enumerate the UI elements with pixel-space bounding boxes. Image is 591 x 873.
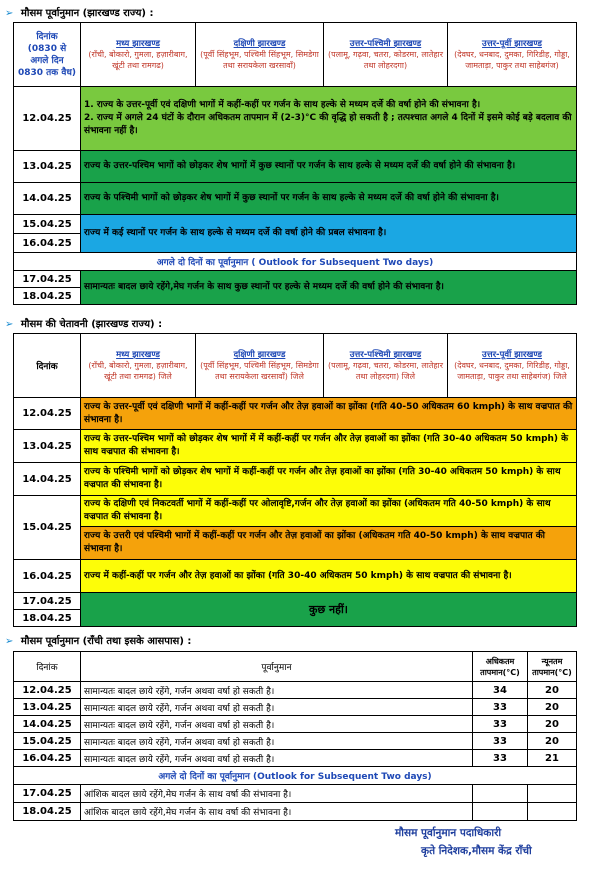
row-date: 18.04.25 <box>14 803 81 821</box>
warning-date: 17.04.25 <box>14 593 81 610</box>
outlook-text: सामान्यतः बादल छाये रहेंगे,मेघ गर्जन के साथ कुछ स्थानों पर हल्के से मध्यम दर्जे की वर्षा होने की संभावना है। <box>81 271 577 305</box>
row-forecast: सामान्यतः बादल छाये रहेंगे, गर्जन अथवा वर्षा हो सकती है। <box>81 716 473 733</box>
warning-date: 18.04.25 <box>14 610 81 627</box>
row-min: 20 <box>528 682 577 699</box>
forecast-row <box>14 215 577 234</box>
region-name: उत्तर-पूर्वी झारखण्ड <box>482 350 542 360</box>
date-header <box>14 23 81 87</box>
row-date: 13.04.25 <box>14 699 81 716</box>
region-central <box>81 23 196 87</box>
region-districts: (पूर्वी सिंहभूम, पश्चिमी सिंहभूम, सिमडेगा तथा सरायकेला खरसावाँ) जिले <box>200 361 319 381</box>
forecast-row <box>14 183 577 215</box>
row-date: 15.04.25 <box>14 733 81 750</box>
row-forecast: आंशिक बादल छाये रहेंगे,मेघ गर्जन के साथ वर्षा की संभावना है। <box>81 803 473 821</box>
signature-title: मौसम पूर्वानुमान पदाधिकारी <box>395 827 502 839</box>
warning-date: 13.04.25 <box>14 430 81 463</box>
row-min: 21 <box>528 750 577 767</box>
arrow-icon: ➢ <box>5 636 14 647</box>
row-max: 33 <box>473 716 528 733</box>
empty-cell <box>473 785 528 803</box>
region-districts: (पलामू, गढ़वा, चतरा, कोडरमा, लातेहार तथा लोहरदगा) जिले <box>327 361 444 381</box>
region-northwest <box>324 23 448 87</box>
warning-row <box>14 398 577 430</box>
date-header: दिनांक <box>14 334 81 398</box>
section1-title: मौसम पूर्वानुमान (झारखण्ड राज्य) : <box>20 8 154 19</box>
warning-row <box>14 463 577 496</box>
date-header-line: अगले दिन <box>30 55 64 66</box>
table-row <box>14 803 577 821</box>
warning-text: राज्य के उत्तर-पूर्वी एवं दक्षिणी भागों में कहीं-कहीं पर गर्जन और तेज़ हवाओं का झोंका (गति 40-50 अधिकतम 60 kmph) के साथ वज्रपात की संभावना है। <box>81 398 577 430</box>
row-forecast: सामान्यतः बादल छाये रहेंगे, गर्जन अथवा वर्षा हो सकती है। <box>81 699 473 716</box>
table-row <box>14 750 577 767</box>
row-min: 20 <box>528 699 577 716</box>
section1-heading <box>5 5 153 19</box>
warning-date: 15.04.25 <box>14 496 81 560</box>
row-forecast: आंशिक बादल छाये रहेंगे,मेघ गर्जन के साथ वर्षा की संभावना है। <box>81 785 473 803</box>
date-header-line: दिनांक <box>36 31 58 42</box>
warning-row <box>14 496 577 527</box>
region-south <box>196 334 324 398</box>
section2-title: मौसम की चेतावनी (झारखण्ड राज्य) : <box>20 319 163 330</box>
row-max: 33 <box>473 699 528 716</box>
region-central <box>81 334 196 398</box>
row-forecast: सामान्यतः बादल छाये रहेंगे, गर्जन अथवा वर्षा हो सकती है। <box>81 733 473 750</box>
empty-cell <box>473 803 528 821</box>
region-name: दक्षिणी झारखण्ड <box>233 39 286 49</box>
table-row <box>14 716 577 733</box>
ranchi-forecast-table <box>13 651 577 821</box>
signature-office: कृते निदेशक,मौसम केंद्र राँची <box>421 845 532 857</box>
row-forecast: सामान्यतः बादल छाये रहेंगे, गर्जन अथवा वर्षा हो सकती है। <box>81 682 473 699</box>
outlook-title: अगले दो दिनों का पूर्वानुमान (Outlook for Subsequent Two days) <box>14 767 577 785</box>
table-row <box>14 733 577 750</box>
row-date: 17.04.25 <box>14 785 81 803</box>
row-forecast: सामान्यतः बादल छाये रहेंगे, गर्जन अथवा वर्षा हो सकती है। <box>81 750 473 767</box>
date-header-line: (0830 से <box>27 43 67 54</box>
row-date: 14.04.25 <box>14 716 81 733</box>
region-south <box>196 23 324 87</box>
outlook-title: अगले दो दिनों का पूर्वानुमान ( Outlook for Subsequent Two days) <box>14 253 577 271</box>
row-min: 20 <box>528 733 577 750</box>
warning-text: राज्य के उत्तरी एवं पश्चिमी भागों में कहीं-कहीं पर गर्जन और तेज़ हवाओं का झोंका (अधिकतम गति 40-50 kmph) के साथ वज्रपात की संभावना है। <box>81 527 577 560</box>
table-row <box>14 699 577 716</box>
arrow-icon: ➢ <box>5 319 14 330</box>
region-districts: (राँची, बोकारो, गुमला, हज़ारीबाग, खूंटी तथा रामगढ) जिले <box>88 361 188 381</box>
region-northeast <box>448 334 577 398</box>
section2-heading <box>5 316 162 330</box>
forecast-text: राज्य के उत्तर-पश्चिम भागों को छोड़कर शेष भागों में कुछ स्थानों पर गर्जन के साथ हल्के से मध्यम दर्जे की वर्षा होने की संभावना है। <box>81 151 577 183</box>
warning-row <box>14 593 577 610</box>
forecast-text: 1. राज्य के उत्तर-पूर्वी एवं दक्षिणी भागों में कहीं-कहीं पर गर्जन के साथ हल्के से मध्यम दर्जे की वर्षा होने की संभावना है। 2. राज्य में अगले 24 घंटों के दौरान अधिकतम तापमान में (2-3)°C की वृद्धि हो सकती है ; तत्पश्चात अगले 4 दिनों में इसमे कोई बड़े बदलाव की संभावना नहीं है। <box>81 87 577 151</box>
row-max: 34 <box>473 682 528 699</box>
forecast-date: 15.04.25 <box>14 215 81 234</box>
region-districts: (पूर्वी सिंहभूम, पश्चिमी सिंहभूम, सिमडेगा तथा सरायकेला खरसावाँ) <box>200 50 319 70</box>
warning-date: 12.04.25 <box>14 398 81 430</box>
outlook-row <box>14 271 577 288</box>
warning-date: 16.04.25 <box>14 560 81 593</box>
forecast-row <box>14 151 577 183</box>
min-temp-header: न्यूनतम तापमान(°C) <box>528 652 577 682</box>
empty-cell <box>528 803 577 821</box>
arrow-icon: ➢ <box>5 8 14 19</box>
date-header: दिनांक <box>14 652 81 682</box>
region-districts: (राँची, बोकारो, गुमला, हज़ारीबाग, खूंटी तथा रामगढ) <box>88 50 188 70</box>
region-districts: (देवघर, धनबाद, दुमका, गिरिडीह, गोड्डा, जामताड़ा, पाकुर तथा साहेबगंज) जिले <box>454 361 570 381</box>
table-row <box>14 785 577 803</box>
row-max: 33 <box>473 733 528 750</box>
forecast-date: 16.04.25 <box>14 234 81 253</box>
table-row <box>14 682 577 699</box>
empty-cell <box>528 785 577 803</box>
forecast-header: पूर्वानुमान <box>81 652 473 682</box>
section3-heading <box>5 633 191 647</box>
region-northwest <box>324 334 448 398</box>
warning-date: 14.04.25 <box>14 463 81 496</box>
state-forecast-table <box>13 22 577 305</box>
warning-text: कुछ नहीं। <box>81 593 577 627</box>
max-temp-header: अधिकतम तापमान(°C) <box>473 652 528 682</box>
forecast-date: 12.04.25 <box>14 87 81 151</box>
outlook-date: 17.04.25 <box>14 271 81 288</box>
row-date: 16.04.25 <box>14 750 81 767</box>
warning-text: राज्य के उत्तर-पश्चिम भागों को छोड़कर शेष भागों में में कहीं-कहीं पर गर्जन और तेज़ हवाओं का झोंका (गति 30-40 अधिकतम 50 kmph) के साथ वज्रपात की संभावना है। <box>81 430 577 463</box>
region-districts: (देवघर, धनबाद, दुमका, गिरिडीह, गोड्डा, जामताड़ा, पाकुर तथा साहेबगंज) <box>454 50 570 70</box>
section3-title: मौसम पूर्वानुमान (राँची तथा इसके आसपास) : <box>20 636 192 647</box>
region-northeast <box>448 23 577 87</box>
warning-text: राज्य में कहीं-कहीं पर गर्जन और तेज़ हवाओं का झोंका (गति 30-40 अधिकतम 50 kmph) के साथ वज्रपात की संभावना है। <box>81 560 577 593</box>
forecast-text: राज्य के पश्चिमी भागों को छोड़कर शेष भागों में कुछ स्थानों पर गर्जन के साथ हल्के से मध्यम दर्जे की वर्षा होने की संभावना है। <box>81 183 577 215</box>
forecast-date: 14.04.25 <box>14 183 81 215</box>
row-date: 12.04.25 <box>14 682 81 699</box>
warning-table <box>13 333 577 627</box>
forecast-row <box>14 87 577 151</box>
region-name: दक्षिणी झारखण्ड <box>233 350 286 360</box>
forecast-text: राज्य में कई स्थानों पर गर्जन के साथ हल्के से मध्यम दर्जे की वर्षा होने की प्रबल संभावना है। <box>81 215 577 253</box>
region-name: उत्तर-पश्चिमी झारखण्ड <box>349 39 422 49</box>
date-header-line: 0830 तक वैध) <box>17 67 76 78</box>
warning-row <box>14 430 577 463</box>
region-districts: (पलामू, गढ़वा, चतरा, कोडरमा, लातेहार तथा लोहरदगा) <box>327 50 444 70</box>
warning-text: राज्य के दक्षिणी एवं निकटवर्ती भागों में कहीं-कहीं पर ओलावृष्टि,गर्जन और तेज़ हवाओं का झोंका (अधिकतम गति 40-50 kmph) के साथ वज्रपात की संभावना है। <box>81 496 577 527</box>
row-min: 20 <box>528 716 577 733</box>
region-name: उत्तर-पश्चिमी झारखण्ड <box>349 350 422 360</box>
region-name: उत्तर-पूर्वी झारखण्ड <box>482 39 542 49</box>
outlook-date: 18.04.25 <box>14 288 81 305</box>
row-max: 33 <box>473 750 528 767</box>
forecast-date: 13.04.25 <box>14 151 81 183</box>
region-name: मध्य झारखण्ड <box>116 39 160 49</box>
warning-row <box>14 560 577 593</box>
warning-text: राज्य के पश्चिमी भागों को छोड़कर शेष भागों में कहीं-कहीं पर गर्जन और तेज़ हवाओं का झोंका (गति 30-40 अधिकतम 50 kmph) के साथ वज्रपात की संभावना है। <box>81 463 577 496</box>
region-name: मध्य झारखण्ड <box>116 350 160 360</box>
